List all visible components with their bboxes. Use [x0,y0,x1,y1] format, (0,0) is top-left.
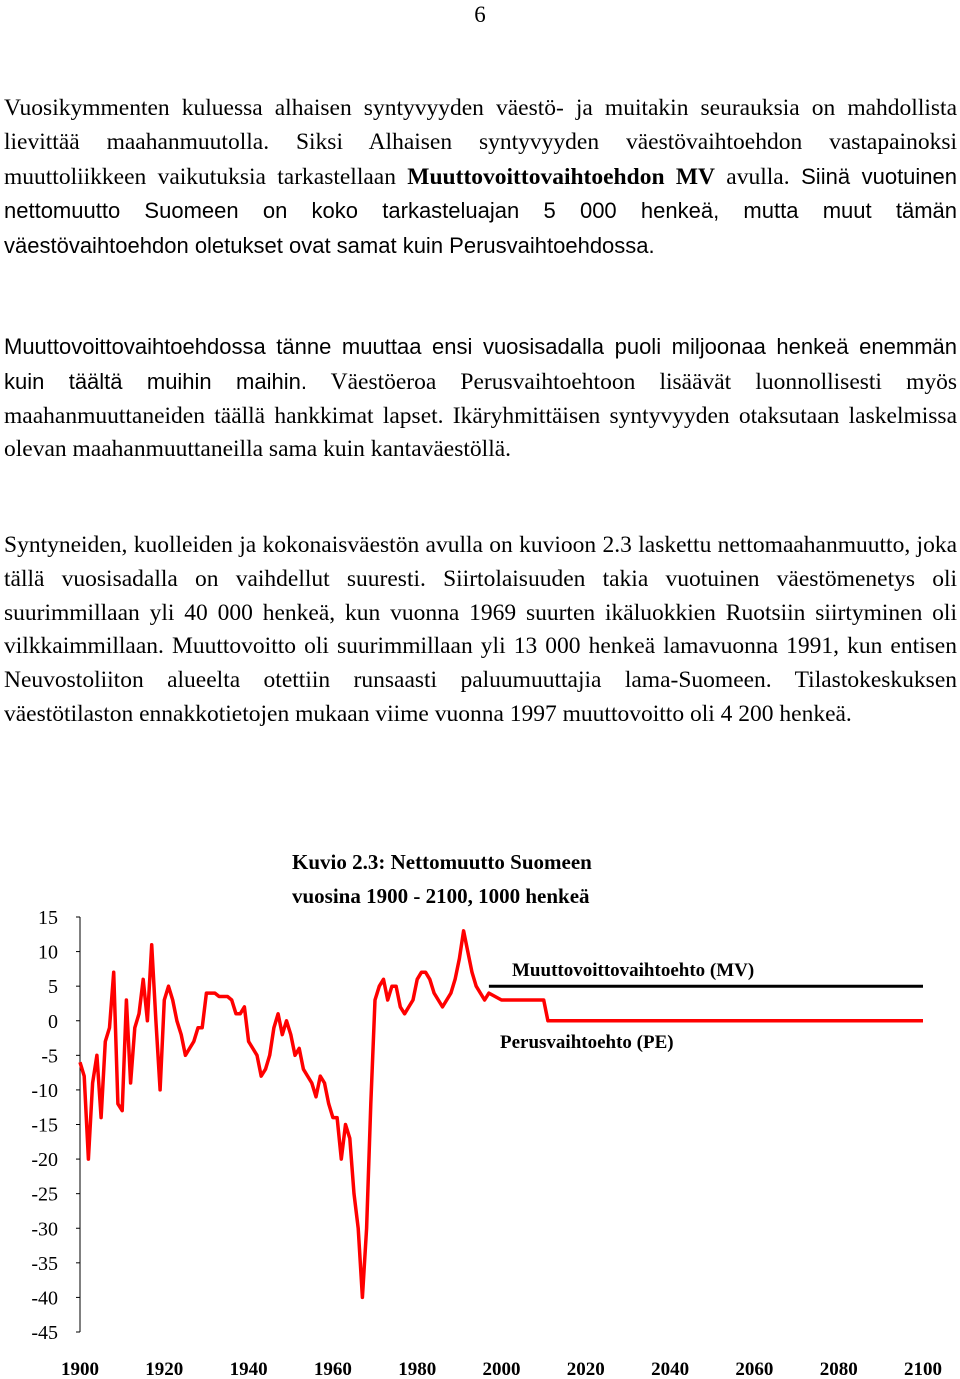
page-number: 6 [474,2,486,27]
chart-title: Kuvio 2.3: Nettomuutto Suomeen [292,850,592,874]
paragraph-2 [4,330,957,467]
x-tick-label: 1980 [398,1359,437,1379]
x-tick-label: 1960 [313,1359,352,1379]
paragraph-2-serif-text: Väestöeroa Perusvaihtoehtoon lisäävät luonnollisesti myös maahanmuuttaneiden täällä hankkimat lapset. Ikäryhmittäisen syntyvyyden otaksutaan laskelmissa olevan maahanmuuttaneilla sama kuin kantaväestöllä. [4,368,957,463]
paragraph-1-text-a: Vuosikymmenten kuluessa alhaisen syntyvyyden väestö- ja muitakin seurauksia on mahdollista lievittää maahanmuutolla. Siksi Alhaisen syntyvyyden väestövaihtoehdon vastapainoksi muuttoliikkeen vaikutuksia tarkastellaan [4,95,957,190]
y-tick-label: -25 [31,1183,58,1206]
x-tick-label: 2060 [735,1359,774,1379]
y-tick-label: -5 [41,1045,58,1068]
series-label-mv: Muuttovoittovaihtoehto (MV) [512,960,755,981]
paragraph-1-bold-term: Muuttovoittovaihtoehdon MV [407,163,715,190]
y-tick-label: -45 [31,1322,58,1344]
y-tick-label: -35 [31,1252,58,1275]
y-tick-label: -20 [31,1149,58,1172]
paragraph-2-sans-text: Muuttovoittovaihtoehdossa tänne muuttaa ensi vuosisadalla puoli miljoonaa henkeä enemmän kuin täältä muihin maihin. [4,334,957,394]
x-tick-label: 2100 [904,1359,942,1379]
paragraph-3: Syntyneiden, kuolleiden ja kokonaisväestön avulla on kuvioon 2.3 laskettu nettomaahanmuutto, joka tällä vuosisadalla on vaihdellut suuresti. Siirtolaisuuden takia vuotuinen väestömenetys oli suurimmillaan yli 40 000 henkeä, kun vuonna 1969 suurten ikäluokkien Ruotsiin siirtyminen oli vilkkaimmillaan. Muuttovoitto oli suurimmillaan yli 13 000 henkeä lamavuonna 1991, kun entisen Neuvostoliiton alueelta otettiin runsaasti paluumuuttajia lama-Suomeen. Tilastokeskuksen väestötilaston ennakkotietojen mukaan viime vuonna 1997 muuttovoitto oli 4 200 henkeä. [4,532,957,727]
paragraph-1-text-b: avulla. [714,163,790,190]
x-tick-label: 1920 [145,1359,184,1379]
net-migration-chart [0,895,960,1379]
y-tick-label: -10 [31,1079,58,1102]
x-tick-label: 2000 [482,1359,521,1379]
y-tick-label: 15 [38,907,58,929]
x-tick-label: 2040 [651,1359,690,1379]
series-label-pe: Perusvaihtoehto (PE) [500,1032,674,1053]
y-tick-label: -15 [31,1114,58,1137]
x-tick-label: 2020 [566,1359,605,1379]
y-tick-label: 0 [48,1010,58,1033]
paragraph-1-sans-text: Siinä vuotuinen nettomuutto Suomeen on koko tarkasteluajan 5 000 henkeä, mutta muut tämän väestövaihtoehdon oletukset ovat samat kuin Perusvaihtoehdossa. [4,163,958,259]
y-tick-label: -30 [31,1218,58,1241]
x-tick-label: 2080 [819,1359,858,1379]
y-tick-label: -40 [31,1287,58,1310]
chart-subtitle: vuosina 1900 - 2100, 1000 henkeä [292,884,590,908]
x-tick-label: 1940 [229,1359,268,1379]
paragraph-1 [4,92,957,264]
x-tick-label: 1900 [61,1359,99,1379]
y-tick-label: 5 [48,976,58,999]
y-tick-label: 10 [38,941,58,964]
